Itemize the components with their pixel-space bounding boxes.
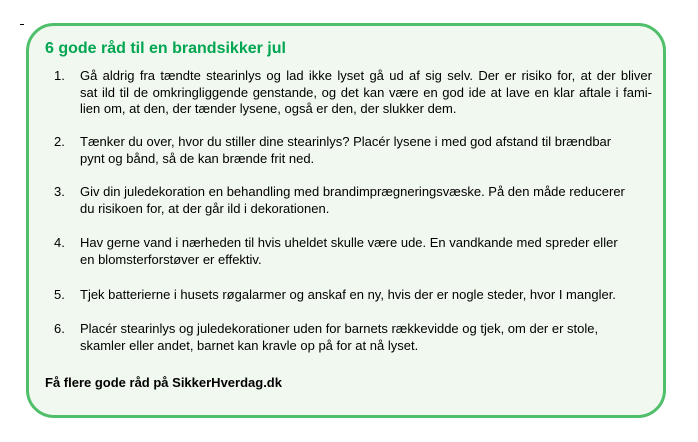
box-title: 6 gode råd til en brandsikker jul	[45, 40, 286, 57]
tip-number: 5.	[54, 287, 65, 302]
tip-line: en blomsterforstøver er effektiv.	[80, 251, 262, 267]
tip-line: sat ild til de omkringliggende genstande, og det kan være en god ide at lave en klar aftale i fami-	[80, 84, 652, 100]
tip-line: Hav gerne vand i nærheden til hvis uheldet skulle være ude. En vandkande med spreder eller	[80, 235, 618, 250]
tip-line: du risikoen for, at der går ild i dekorationen.	[80, 200, 330, 216]
tip-line: Giv din juledekoration en behandling med brandimprægneringsvæske. På den måde reducerer	[80, 184, 625, 199]
tip-number: 4.	[54, 235, 65, 250]
corner-mark	[20, 24, 24, 25]
tip-line: skamler eller andet, barnet kan kravle op på for at nå lyset.	[80, 337, 419, 353]
footer-link-text: Få flere gode råd på SikkerHverdag.dk	[45, 375, 282, 390]
tip-number: 1.	[54, 68, 65, 83]
tip-line: lien om, at den, der tænder lysene, også er den, der slukker dem.	[80, 101, 457, 116]
tip-line: pynt og bånd, så de kan brænde frit ned.	[80, 150, 315, 166]
tip-line: Placér stearinlys og juledekorationer uden for barnets rækkevidde og tjek, om der er stole,	[80, 321, 599, 336]
tip-line: Gå aldrig fra tændte stearinlys og lad ikke lyset gå ud af sig selv. Der er risiko for, at der bliver	[80, 68, 652, 83]
tip-number: 3.	[54, 184, 65, 199]
tip-line: Tænker du over, hvor du stiller dine stearinlys? Placér lysene i med god afstand til brændbar	[80, 134, 612, 149]
tip-number: 6.	[54, 321, 65, 336]
tip-line: Tjek batterierne i husets røgalarmer og anskaf en ny, hvis der er nogle steder, hvor I mangler.	[80, 287, 616, 302]
tip-number: 2.	[54, 134, 65, 149]
